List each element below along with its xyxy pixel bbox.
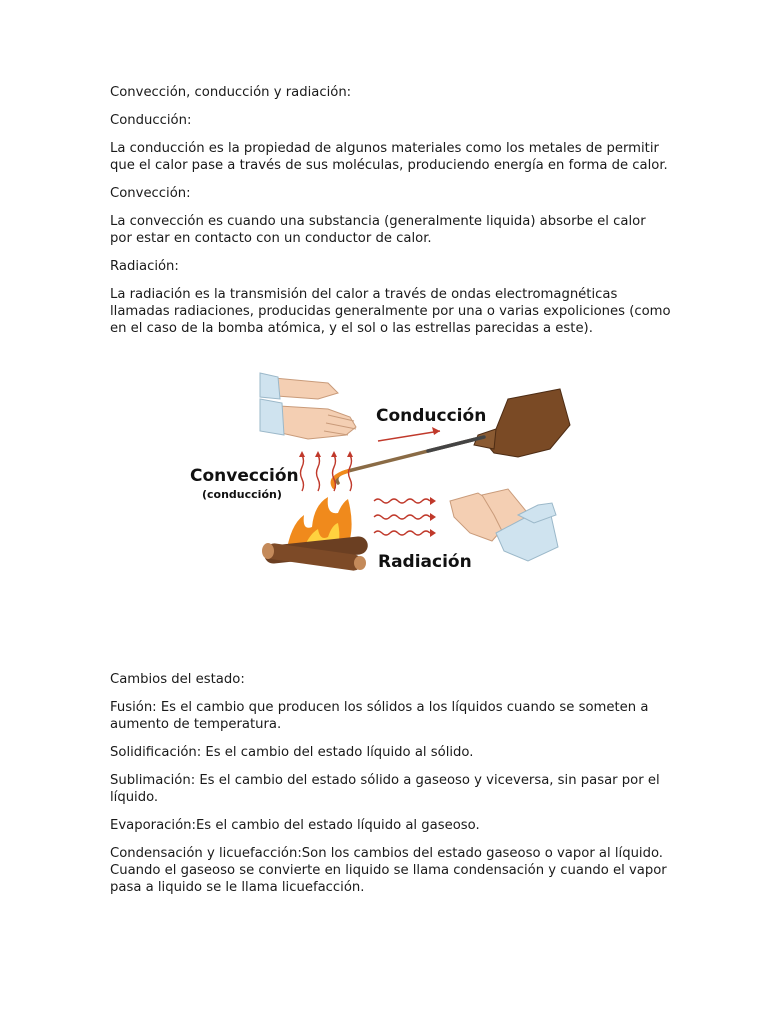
radiation-waves-icon [374,499,430,535]
document-body-bottom [110,671,670,907]
condensacion-paragraph: Condensación y licuefacción:Son los cambios del estado gaseoso o vapor al líquido. Cuando el gaseoso se convierte en liquido se llama condensación y cuando el vapor pasa a liquido se le llama licuefacción. [110,846,667,895]
radiacion-heading: Radiación: [110,259,179,274]
heat-transfer-svg [178,365,578,585]
convection-arrowheads [299,451,353,457]
conduction-arrow-icon [378,427,440,441]
document-title: Convección, conducción y radiación: [110,85,352,100]
conveccion-heading: Convección: [110,186,191,201]
sublimacion-paragraph: Sublimación: Es el cambio del estado sólido a gaseoso y viceversa, sin pasar por el líquido. [110,773,660,805]
conduccion-heading: Conducción: [110,113,192,128]
radiacion-paragraph: La radiación es la transmisión del calor a través de ondas electromagnéticas llamadas radiaciones, producidas generalmente por una o varias expoliciones (como en el caso de la bomba atómica, y el sol o las estrellas parecidas a este). [110,287,671,336]
document-body-top [110,84,670,348]
metal-rod-icon [333,437,484,487]
cambios-heading: Cambios del estado: [110,672,245,687]
label-radiacion: Radiación [378,552,472,572]
conveccion-paragraph: La convección es cuando una substancia (generalmente liquida) absorbe el calor por estar en contacto con un conductor de calor. [110,214,646,246]
solidificacion-paragraph: Solidificación: Es el cambio del estado líquido al sólido. [110,745,474,760]
campfire-icon [262,497,369,572]
glove-conduction-icon [474,389,570,457]
label-conduccion: Conducción [376,406,487,426]
evaporacion-paragraph: Evaporación:Es el cambio del estado líquido al gaseoso. [110,818,480,833]
hands-radiation-icon [450,489,558,561]
heat-transfer-illustration [178,365,578,585]
radiation-arrowheads [430,497,436,537]
hands-convection-icon [260,373,356,439]
conduccion-paragraph: La conducción es la propiedad de algunos materiales como los metales de permitir que el calor pase a través de sus moléculas, produciendo energía en forma de calor. [110,141,668,173]
fusion-paragraph: Fusión: Es el cambio que producen los sólidos a los líquidos cuando se someten a aumento de temperatura. [110,700,649,732]
label-conveccion-sub: (conducción) [202,488,282,501]
label-conveccion: Convección [190,466,299,486]
